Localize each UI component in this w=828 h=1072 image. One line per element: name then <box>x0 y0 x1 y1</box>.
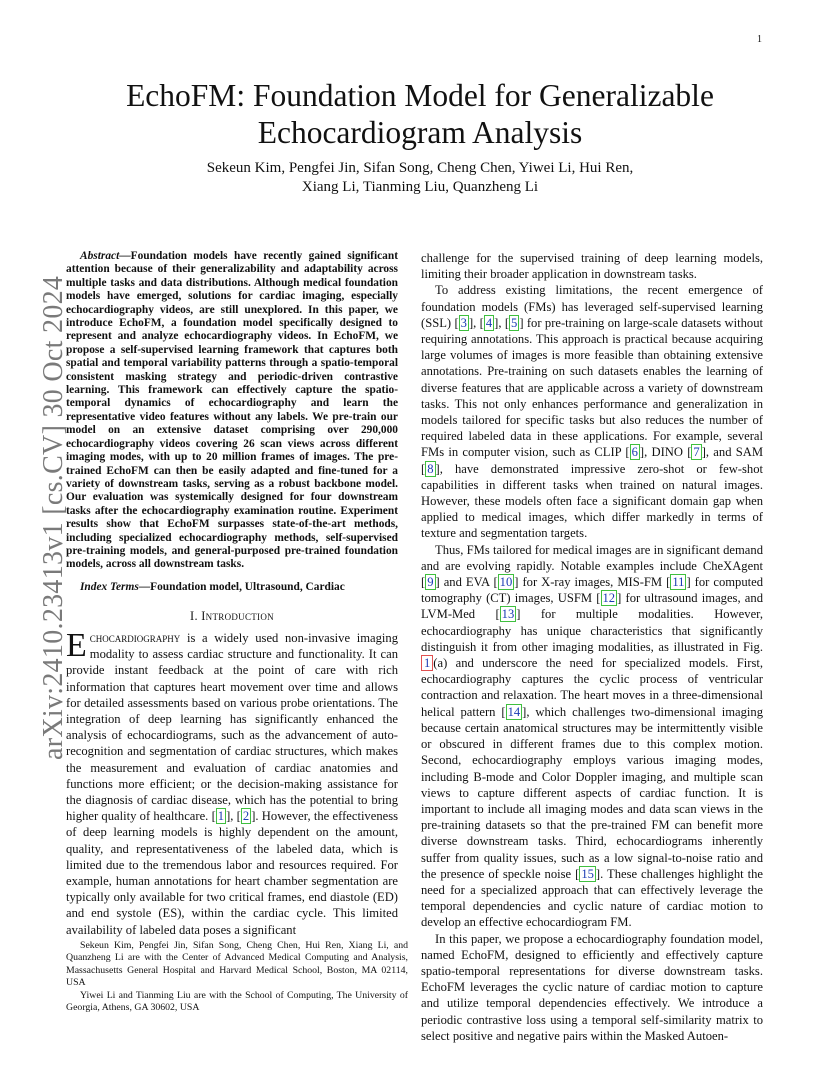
title-line-2: Echocardiogram Analysis <box>257 115 583 150</box>
page-number: 1 <box>757 34 762 45</box>
citation-8[interactable]: 8 <box>427 461 434 476</box>
p3-text-d: for computed tomography (CT) images, USFM <box>421 575 764 606</box>
abstract-lead: Abstract <box>80 250 120 262</box>
p3-text-g: (a) and underscore the need for specialized models. First, echocardiography captures the cyclic process of ventricular contraction and relaxation. The heart moves in a three-dimensional helical pattern <box>421 656 763 719</box>
intro-text-a: is a widely used non-invasive imaging modality to assess cardiac structure and functionality. It can provide instant feedback at the point of care with rich information that captures heart movement over time and allows for detailed assessments based on various probe orientations. The integration of deep learning has significantly enhanced the analysis of echocardiograms, such as the advancement of auto-recognition and segmentation of cardiac structures, which makes the measurement and evaluation of cardiac anatomies and functions more efficient; or the decision-making assistance for the diagnosis of cardiac disease, which has the potential to bring higher quality of healthcare. <box>66 630 398 824</box>
authors-line-1: Sekeun Kim, Pengfei Jin, Sifan Song, Cheng Chen, Yiwei Li, Hui Ren, <box>206 160 634 176</box>
figure-1-link[interactable]: 1 <box>421 655 433 671</box>
citation-14[interactable]: 14 <box>507 704 521 719</box>
p3-text-c: for X-ray images, MIS-FM <box>518 575 663 590</box>
citation-15[interactable]: 15 <box>581 866 594 881</box>
p2-text-c: , DINO <box>644 445 683 460</box>
drop-cap: E <box>66 626 87 664</box>
index-terms-text: —Foundation model, Ultrasound, Cardiac <box>138 580 345 593</box>
citation-6[interactable]: 6 <box>631 445 638 460</box>
p2-text-e: , have demonstrated impressive zero-shot or few-shot capabilities in different tasks when trained on natural images. However, these models often face a significant domain gap when applied to medical images, which differ markedly in terms of texture and segmentation targets. <box>421 461 763 541</box>
section-heading-introduction: I. Introduction <box>190 608 274 623</box>
right-paragraph-1: challenge for the supervised training of deep learning models, limiting their broader application in downstream tasks. <box>421 251 763 282</box>
abstract <box>66 250 398 572</box>
p3-text-f: for multiple modalities. However, echocardiography has unique characteristics that significantly distinguish it from other imaging modalities, as illustrated in Fig. <box>421 607 763 654</box>
intro-text-b: . However, the effectiveness of deep learning models is highly dependent on the amount, quality, and representativeness of the labeled data, which is limited due to the tremendous labor and resources required. For example, human annotations for heart chamber segmentation are typically only available for two critical frames, end diastole (ED) and end systole (ES), within the cardiac cycle. This limited availability of labeled data poses a significant <box>66 809 399 937</box>
p2-text-d: , and SAM <box>705 445 764 460</box>
citation-5[interactable]: 5 <box>511 315 518 330</box>
p3-text-h: , which challenges two-dimensional imaging because certain anatomical structures may be intermittently visible or obscured in different frames due to this complex motion. Second, echocardiography employs various imaging modes, including B-mode and Color Doppler imaging, and multiple scan views to capture different aspects of cardiac function. It is important to include all imaging modes and data scan views in the pre-training datasets so that the pre-trained FM can benefit more diverse downstream tasks. Third, echocardiograms inherently suffer from quality issues, such as a low signal-to-noise ratio and the presence of speckle noise <box>421 704 763 881</box>
arxiv-identifier-stamp[interactable]: arXiv:2410.23413v1 [cs.CV] 30 Oct 2024 <box>38 275 69 760</box>
citation-13[interactable]: 13 <box>501 607 515 622</box>
p2-text-b: for pre-training on large-scale datasets without requiring annotations. This approach is practical because acquiring large volumes of images is more feasible than obtaining extensive annotations. Pre-training on such datasets enables the learning of diverse features that are applicable across a variety of downstream tasks. This not only enhances performance and generalization in models tailored for specific tasks but also reduces the number of required labeled data in these applications. For example, several FMs in computer vision, such as CLIP <box>421 315 763 460</box>
authors-line-2: Xiang Li, Tianming Liu, Quanzheng Li <box>301 179 539 195</box>
abstract-text: —Foundation models have recently gained significant attention because of their generalizability and adaptability across multiple tasks and data distributions. Although medical foundation models have emerged, solutions for cardiac imaging, especially echocardiography videos, are still unexplored. In this paper, we introduce EchoFM, a foundation model specifically designed to represent and analyze echocardiography videos. In EchoFM, we propose a self-supervised learning framework that captures both spatial and temporal variability patterns through a spatio-temporal consistent masking strategy and periodic-driven contrastive learning. This framework can effectively capture the spatio-temporal dynamics of echocardiography and learn the representative video features without any labels. We pre-train our model on an extensive dataset comprising over 290,000 echocardiography videos covering 26 scan views across different imaging modes, with up to 20 million frames of images. The pre-trained EchoFM can then be easily adapted and fine-tuned for a variety of downstream tasks, serving as a robust backbone model. Our evaluation was systemically designed for four downstream tasks after the echocardiography examination routine. Experiment results show that EchoFM surpasses state-of-the-art methods, including specialized echocardiography methods, self-supervised pre-training models, and general-purposed pre-trained foundation models, across all downstream tasks. <box>66 250 398 571</box>
citation-9[interactable]: 9 <box>427 575 434 590</box>
footnote-affiliation-2: Yiwei Li and Tianming Liu are with the School of Computing, The University of Georgia, Athens, GA 30602, USA <box>66 989 408 1014</box>
author-list <box>120 159 720 197</box>
index-terms-lead: Index Terms <box>80 580 139 593</box>
citation-10[interactable]: 10 <box>499 575 513 590</box>
citation-2[interactable]: 2 <box>242 809 250 824</box>
paper-title <box>70 77 770 151</box>
p3-text-i: . These challenges highlight the need for a specialized approach that can effectively leverage the temporal dependencies and cyclic nature of cardiac motion to develop an effective echocardiogram FM. <box>421 866 764 930</box>
footnote-affiliation-1: Sekeun Kim, Pengfei Jin, Sifan Song, Cheng Chen, Hui Ren, Xiang Li, and Quanzheng Li are with the Center of Advanced Medical Computing and Analysis, Massachusetts General Hospital and Harvard Medical School, Boston, MA 02114, USA <box>66 940 408 989</box>
citation-3[interactable]: 3 <box>460 315 467 330</box>
citation-4[interactable]: 4 <box>485 315 493 330</box>
index-terms <box>66 580 398 594</box>
p3-text-e: for ultrasound images, and LVM-Med <box>421 591 763 622</box>
right-paragraph-3: Thus, FMs tailored for medical images are in significant demand and are evolving rapidly. Notable examples include CheXAgent [ 9 ] and EVA [ 10 ] for X-ray images, MIS-FM [ 11 ] for computed tomography (CT) images, USFM [ 12 ] for ultrasound images, and LVM-Med [ 13 ] for multiple modalities. However, echocardiography has unique characteristics that significantly distinguish it from other imaging modalities, as illustrated in Fig. 1 (a) and underscore the need for specialized models. First, echocardiography captures the cyclic process of ventricular contraction and relaxation. The heart moves in a three-dimensional helical pattern [ 14 ], which challenges two-dimensional imaging because certain anatomical structures may be intermittently visible or obscured in different frames due to this complex motion. Second, echocardiography employs various imaging modes, including B-mode and Color Doppler imaging, and multiple scan views to capture different aspects of cardiac function. It is important to include all imaging modes and data scan views in the pre-training datasets so that the pre-trained FM can benefit more diverse downstream tasks. Third, echocardiograms inherently suffer from quality issues, such as a low signal-to-noise ratio and the presence of speckle noise [ 15 ]. These challenges highlight the need for a specialized approach that can effectively leverage the temporal dependencies and cyclic nature of cardiac motion to develop an effective echocardiogram FM. <box>421 542 764 930</box>
right-column <box>421 250 763 1044</box>
left-column <box>66 250 398 938</box>
citation-7[interactable]: 7 <box>693 445 700 460</box>
p2-text-a: To address existing limitations, the recent emergence of foundation models (FMs) has leveraged self-supervised learning (SSL) <box>421 283 763 330</box>
intro-paragraph-1: Echocardiography is a widely used non-invasive imaging modality to assess cardiac structure and functionality. It can provide instant feedback at the point of care with rich information that captures heart movement over time and allows for detailed assessments based on various probe orientations. The integration of deep learning has significantly enhanced the analysis of echocardiograms, such as the advancement of auto-recognition and segmentation of cardiac structures, which makes the measurement and evaluation of cardiac anatomies and functions more efficient; or the decision-making assistance for the diagnosis of cardiac disease, which has the potential to bring higher quality of healthcare. [ 1 ], [ 2 ]. However, the effectiveness of deep learning models is highly dependent on the amount, quality, and representativeness of the labeled data, which is limited due to the tremendous labor and resources required. For example, human annotations for heart chamber segmentation are typically only available for two critical frames, end diastole (ED) and end systole (ES), within the cardiac cycle. This limited availability of labeled data poses a significant <box>66 626 399 937</box>
intro-capword: chocardiography <box>89 630 181 645</box>
p3-text-a: Thus, FMs tailored for medical images are in significant demand and are evolving rapidly. Notable examples include CheXAgent <box>421 542 763 573</box>
citation-12[interactable]: 12 <box>602 591 616 606</box>
citation-1[interactable]: 1 <box>217 809 225 824</box>
right-paragraph-2: To address existing limitations, the recent emergence of foundation models (FMs) has leveraged self-supervised learning (SSL) [ 3 ], [ 4 ], [ 5 ] for pre-training on large-scale datasets without requiring annotations. This approach is practical because acquiring large volumes of images is more feasible than obtaining extensive annotations. Pre-training on such datasets enables the learning of diverse features that are applicable across a variety of downstream tasks. This not only enhances performance and generalization in models tailored for specific tasks but also reduces the number of required labeled data in these applications. For example, several FMs in computer vision, such as CLIP [ 6 ], DINO [ 7 ], and SAM [ 8 ], have demonstrated impressive zero-shot or few-shot capabilities in different tasks when trained on natural images. However, these models often face a significant domain gap when applied to medical images, which differ markedly in terms of texture and segmentation targets. <box>421 283 764 541</box>
title-line-1: EchoFM: Foundation Model for Generalizable <box>126 78 714 113</box>
citation-11[interactable]: 11 <box>672 575 685 590</box>
affiliation-footnotes <box>66 940 408 1014</box>
p3-text-b: and EVA <box>439 575 490 590</box>
right-paragraph-4: In this paper, we propose a echocardiography foundation model, named EchoFM, designed to efficiently and effectively capture spatio-temporal representations for diverse downstream tasks. EchoFM leverages the cyclic nature of cardiac motion to capture and utilize temporal dependencies effectively. We introduce a periodic contrastive loss using a temporal self-similarity matrix to select positive and negative pairs within the Masked Autoen- <box>421 931 763 1043</box>
